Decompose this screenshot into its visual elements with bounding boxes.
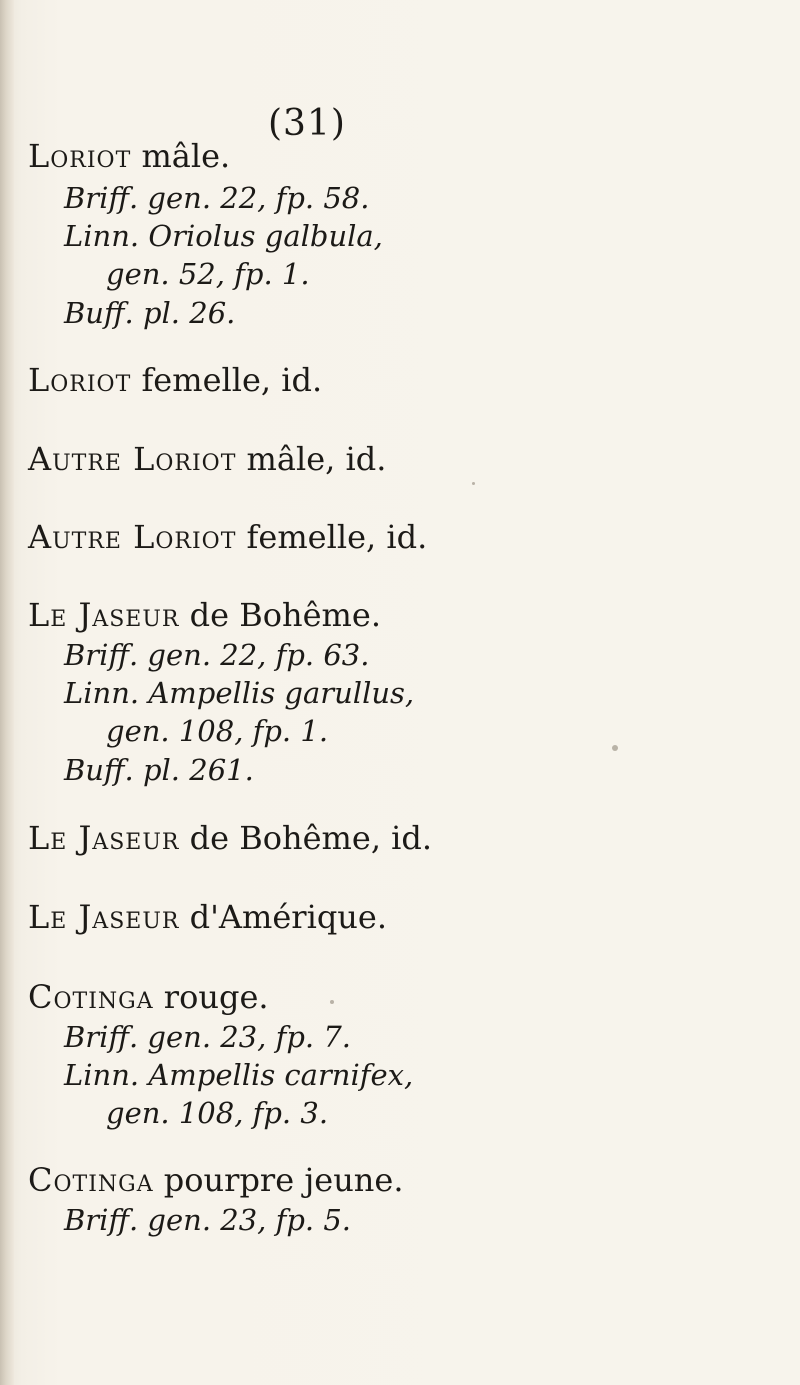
- entry-descriptor: mâle.: [131, 137, 231, 175]
- entry-ref: gen. 108, fp. 1.: [106, 714, 329, 748]
- entry-heading-jaseur-amerique: [28, 898, 387, 936]
- entry-descriptor: femelle, id.: [131, 361, 323, 399]
- entry-ref: gen. 52, fp. 1.: [106, 257, 310, 291]
- entry-name: Cotinga: [28, 1161, 154, 1199]
- entry-heading-autre-loriot-male: [28, 440, 386, 478]
- entry-heading-jaseur-boheme-id: [28, 819, 432, 857]
- entry-ref: gen. 108, fp. 3.: [106, 1096, 329, 1130]
- entry-ref: Briff. gen. 23, fp. 5.: [64, 1203, 352, 1237]
- entry-ref: Linn. Oriolus galbula,: [64, 219, 383, 253]
- entry-ref: Briff. gen. 22, fp. 58.: [64, 181, 370, 215]
- entry-ref: Buff. pl. 261.: [64, 753, 254, 787]
- entry-name: Le Jaseur: [28, 898, 180, 936]
- entry-ref: Briff. gen. 23, fp. 7.: [64, 1020, 352, 1054]
- entry-heading-cotinga-rouge: [28, 978, 269, 1016]
- entry-ref: Linn. Ampellis carnifex,: [64, 1058, 414, 1092]
- page-number: (31): [268, 103, 346, 144]
- entry-descriptor: d'Amérique.: [179, 898, 388, 936]
- entry-heading-cotinga-pourpre: [28, 1161, 404, 1199]
- entry-heading-loriot-male: [28, 137, 230, 175]
- entry-descriptor: femelle, id.: [236, 518, 428, 556]
- page-gutter: [0, 0, 14, 1385]
- entry-name: Loriot: [28, 137, 132, 175]
- entry-name: Le Jaseur: [28, 819, 180, 857]
- entry-descriptor: mâle, id.: [236, 440, 387, 478]
- entry-name: Autre Loriot: [28, 518, 237, 556]
- entry-name: Autre Loriot: [28, 440, 237, 478]
- paper-speck: [472, 482, 475, 485]
- entry-heading-autre-loriot-femelle: [28, 518, 427, 556]
- entry-name: Cotinga: [28, 978, 154, 1016]
- paper-speck: [330, 1000, 334, 1004]
- entry-heading-jaseur-boheme: [28, 596, 381, 634]
- entry-name: Le Jaseur: [28, 596, 180, 634]
- entry-descriptor: de Bohême.: [179, 596, 381, 634]
- entry-descriptor: de Bohême, id.: [179, 819, 433, 857]
- entry-heading-loriot-femelle: [28, 361, 322, 399]
- entry-name: Loriot: [28, 361, 132, 399]
- entry-descriptor: rouge.: [153, 978, 269, 1016]
- entry-ref: Buff. pl. 26.: [64, 296, 236, 330]
- entry-descriptor: pourpre jeune.: [153, 1161, 404, 1199]
- paper-speck: [612, 745, 618, 751]
- entry-ref: Linn. Ampellis garullus,: [64, 676, 415, 710]
- entry-ref: Briff. gen. 22, fp. 63.: [64, 638, 370, 672]
